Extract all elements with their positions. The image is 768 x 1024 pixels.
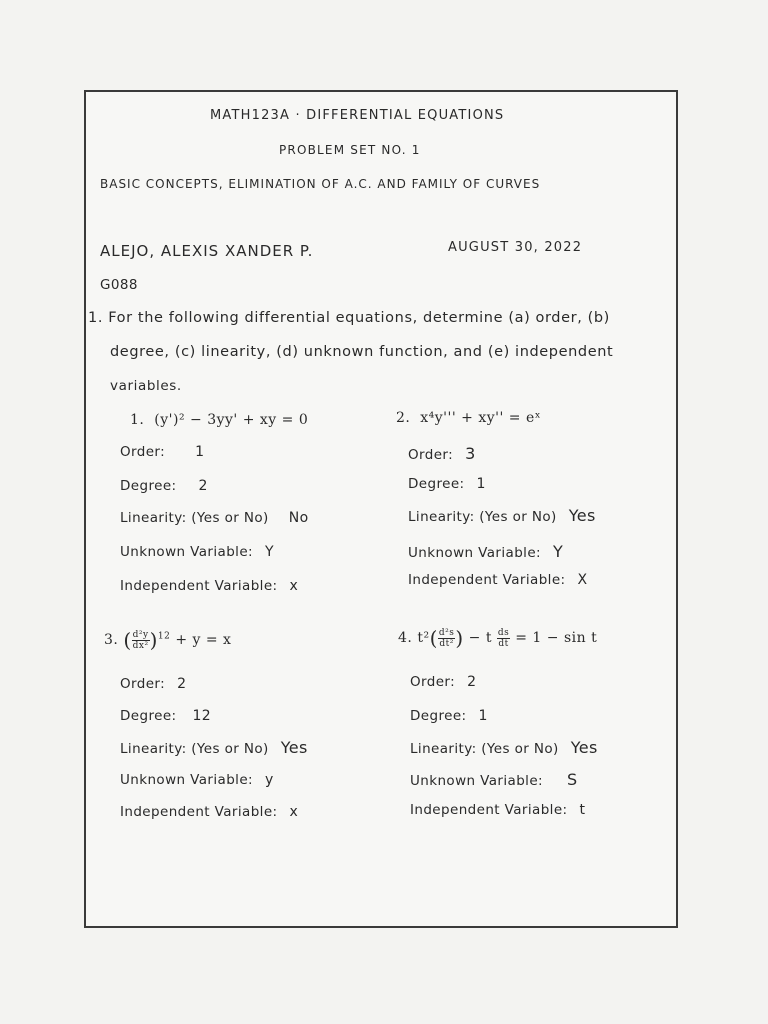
order-label: Order: [410,674,456,690]
problem-3-independent [120,804,298,820]
linearity-answer: Yes [568,506,596,525]
problem-set-title: PROBLEM SET NO. 1 [279,143,421,157]
problem-4-unknown [410,770,578,789]
problem-2-degree [408,476,486,492]
degree-label: Degree: [120,708,177,724]
order-label: Order: [120,444,166,460]
equation-exponent: 12 [157,631,171,642]
order-answer: 2 [177,676,187,692]
problem-number: 4. [398,630,413,646]
second-derivative-fraction: $\frac{\text{d²y}}{\text{dx²}}$ [132,629,149,651]
topic-title: BASIC CONCEPTS, ELIMINATION OF A.C. AND FAMILY OF CURVES [100,177,541,191]
unknown-answer: y [264,772,274,788]
linearity-answer: No [288,510,309,526]
first-derivative-fraction: $\frac{ds}{dt}$ [497,627,510,649]
unknown-label: Unknown Variable: [410,773,543,789]
problem-3-linearity [120,738,308,757]
problem-number: 2. [396,410,411,426]
problem-number: 1. [130,412,145,428]
instruction-line-1: 1. For the following differential equations, determine (a) order, (b) [88,310,610,326]
degree-label: Degree: [408,476,465,492]
problem-2-unknown [408,542,563,561]
linearity-label: Linearity: (Yes or No) [410,741,559,757]
problem-2-equation [396,410,541,426]
linearity-answer: Yes [570,738,598,757]
instruction-line-2: degree, (c) linearity, (d) unknown function, and (e) independent [110,344,614,360]
degree-answer: 2 [198,478,208,494]
degree-label: Degree: [120,478,177,494]
problem-4-independent [410,802,585,818]
problem-4-linearity [410,738,598,757]
order-answer: 3 [465,444,476,463]
problem-4-equation: 4. t²( $\frac{\text{d²s}}{\text{dt²}}$ ) − t $\frac{ds}{dt}$ = 1 − sin t [398,626,598,650]
equation-text: (y')² − 3yy' + xy = 0 [154,412,309,428]
linearity-label: Linearity: (Yes or No) [408,509,557,525]
problem-2-linearity [408,506,596,525]
problem-4-order [410,674,476,690]
degree-answer: 12 [192,708,212,724]
problem-1-independent [120,578,298,594]
problem-3-equation: 3. ( $\frac{\text{d²y}}{\text{dx²}}$ )$^{12}$ + y = x [104,628,232,652]
problem-1-degree [120,478,208,494]
problem-2-order [408,444,476,463]
order-answer: 2 [467,674,477,690]
second-derivative-fraction: $\frac{\text{d²s}}{\text{dt²}}$ [438,627,455,649]
problem-3-degree [120,708,211,724]
independent-label: Independent Variable: [120,804,278,820]
problem-4-degree [410,708,488,724]
problem-1-equation [130,412,308,428]
unknown-label: Unknown Variable: [120,772,253,788]
degree-answer: 1 [476,476,486,492]
equation-text: x⁴y''' + xy'' = eˣ [420,410,542,426]
instruction-line-3: variables. [110,378,182,394]
worksheet-page [84,90,678,928]
problem-1-unknown [120,544,274,560]
independent-answer: t [579,802,586,818]
linearity-label: Linearity: (Yes or No) [120,510,269,526]
degree-answer: 1 [478,708,488,724]
independent-label: Independent Variable: [120,578,278,594]
independent-label: Independent Variable: [408,572,566,588]
degree-label: Degree: [410,708,467,724]
problem-3-order [120,676,186,692]
unknown-answer: S [566,770,578,789]
submission-date: AUGUST 30, 2022 [448,240,583,255]
unknown-answer: Y [552,542,564,561]
course-title: MATH123A · DIFFERENTIAL EQUATIONS [210,108,505,123]
order-answer: 1 [195,444,205,460]
independent-label: Independent Variable: [410,802,568,818]
linearity-answer: Yes [280,738,308,757]
order-label: Order: [408,447,454,463]
equation-rest: + y = x [175,632,232,648]
independent-answer: X [577,572,588,588]
linearity-label: Linearity: (Yes or No) [120,741,269,757]
problem-1-linearity [120,510,309,526]
problem-1-order [120,444,204,460]
problem-number: 3. [104,632,119,648]
problem-3-unknown [120,772,274,788]
order-label: Order: [120,676,166,692]
student-name: ALEJO, ALEXIS XANDER P. [100,242,314,260]
independent-answer: x [289,578,299,594]
problem-2-independent [408,572,587,588]
unknown-label: Unknown Variable: [408,545,541,561]
independent-answer: x [289,804,299,820]
unknown-answer: Y [264,544,274,560]
unknown-label: Unknown Variable: [120,544,253,560]
section-code: G088 [100,277,138,293]
